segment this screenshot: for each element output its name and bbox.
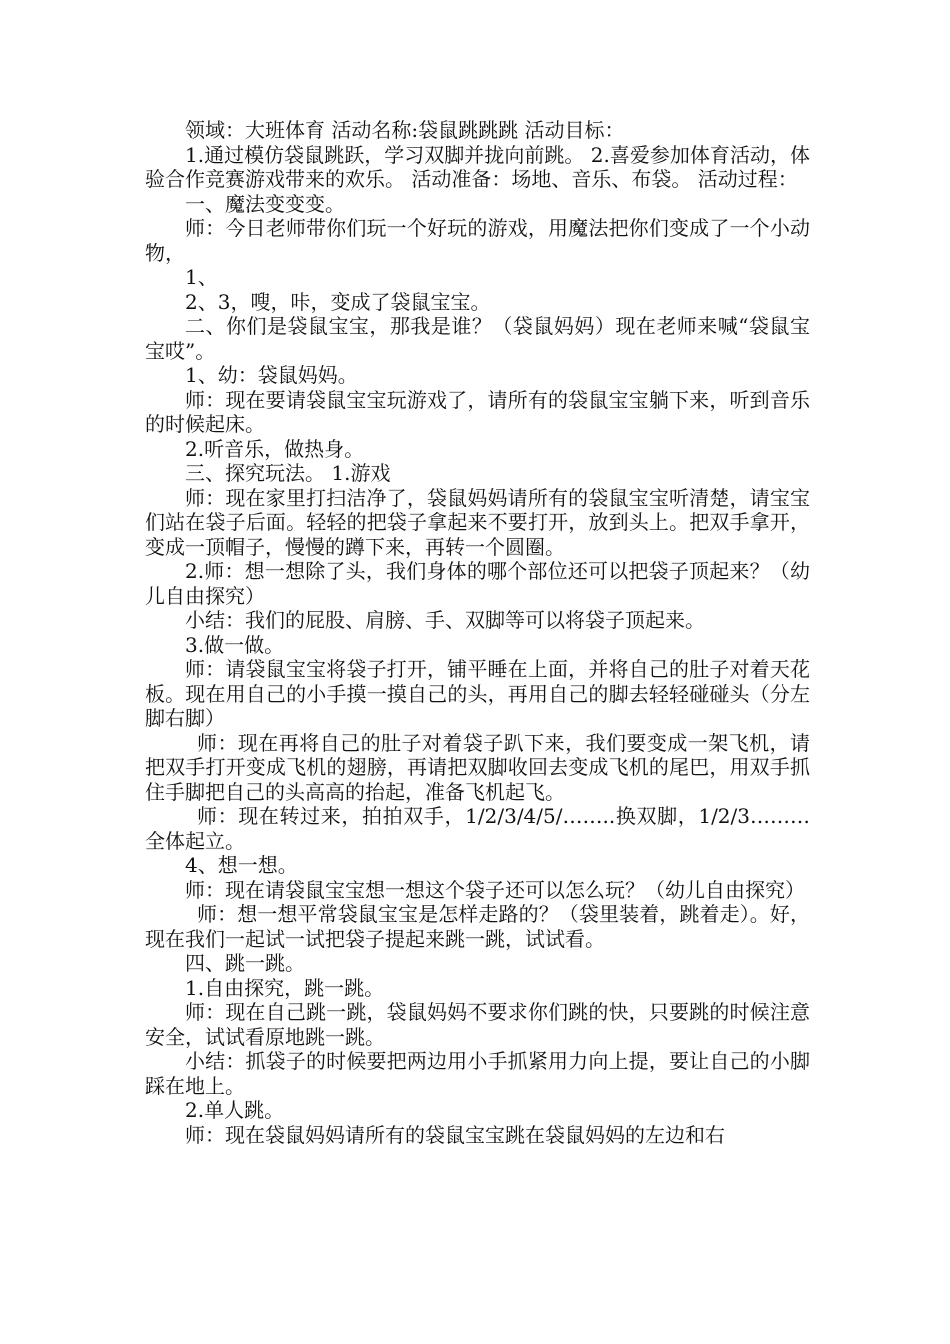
paragraph: 师：今日老师带你们玩一个好玩的游戏，用魔法把你们变成了一个小动物， [145, 216, 810, 265]
document-body [145, 118, 810, 1147]
paragraph: 师：现在要请袋鼠宝宝玩游戏了，请所有的袋鼠宝宝躺下来，听到音乐的时候起床。 [145, 387, 810, 436]
paragraph: 3.做一做。 [185, 632, 285, 657]
paragraph: 师：现在转过来，拍拍双手，1/2/3/4/5/……..换双脚，1/2/3………全体起立。 [145, 804, 810, 853]
paragraph: 师：请袋鼠宝宝将袋子打开，铺平睡在上面，并将自己的肚子对着天花板。现在用自己的小手摸一摸自己的头，再用自己的脚去轻轻碰碰头（分左脚右脚） [145, 657, 810, 730]
section-heading: 二、你们是袋鼠宝宝，那我是谁？（袋鼠妈妈）现在老师来喊“袋鼠宝宝哎”。 [145, 314, 810, 363]
paragraph: 师：现在袋鼠妈妈请所有的袋鼠宝宝跳在袋鼠妈妈的左边和右 [185, 1122, 725, 1147]
section-heading: 三、探究玩法。 1.游戏 [185, 461, 391, 485]
paragraph: 2.听音乐，做热身。 [185, 436, 365, 461]
paragraph: 师：现在再将自己的肚子对着袋子趴下来，我们要变成一架飞机，请把双手打开变成飞机的翅膀，再请把双脚收回去变成飞机的尾巴，用双手抓住手脚把自己的头高高的抬起，准备飞机起飞。 [145, 730, 810, 804]
paragraph: 1.自由探究，跳一跳。 [185, 975, 385, 1000]
paragraph: 师：想一想平常袋鼠宝宝是怎样走路的？（袋里装着，跳着走）。好，现在我们一起试一试把袋子提起来跳一跳，试试看。 [145, 902, 810, 951]
section-heading: 四、跳一跳。 [185, 951, 305, 975]
paragraph: 师：现在自己跳一跳，袋鼠妈妈不要求你们跳的快，只要跳的时候注意安全，试试看原地跳一跳。 [145, 1000, 810, 1049]
paragraph: 1、幼：袋鼠妈妈。 [185, 363, 358, 387]
paragraph: 4、想一想。 [185, 853, 298, 877]
paragraph: 师：现在请袋鼠宝宝想一想这个袋子还可以怎么玩？（幼儿自由探究） [185, 877, 805, 902]
paragraph: 师：现在家里打扫洁净了，袋鼠妈妈请所有的袋鼠宝宝听清楚，请宝宝们站在袋子后面。轻轻的把袋子拿起来不要打开，放到头上。把双手拿开，变成一顶帽子，慢慢的蹲下来，再转一个圆圈。 [145, 485, 810, 559]
paragraph: 2.单人跳。 [185, 1098, 285, 1122]
summary-paragraph: 小结：抓袋子的时候要把两边用小手抓紧用力向上提，要让自己的小脚踩在地上。 [145, 1049, 810, 1098]
paragraph: 1、 [185, 265, 218, 289]
section-heading: 一、魔法变变变。 [185, 191, 345, 216]
paragraph-heading: 领域：大班体育 活动名称:袋鼠跳跳跳 活动目标： [185, 118, 625, 142]
paragraph: 2、3，嗖，咔，变成了袋鼠宝宝。 [185, 289, 491, 314]
paragraph: 2.师：想一想除了头，我们身体的哪个部位还可以把袋子顶起来？（幼儿自由探究） [145, 559, 810, 608]
paragraph-goals: 1.通过模仿袋鼠跳跃，学习双脚并拢向前跳。 2.喜爱参加体育活动，体验合作竞赛游戏带来的欢乐。 活动准备：场地、音乐、布袋。 活动过程： [145, 142, 810, 191]
summary-paragraph: 小结：我们的屁股、肩膀、手、双脚等可以将袋子顶起来。 [185, 608, 705, 632]
